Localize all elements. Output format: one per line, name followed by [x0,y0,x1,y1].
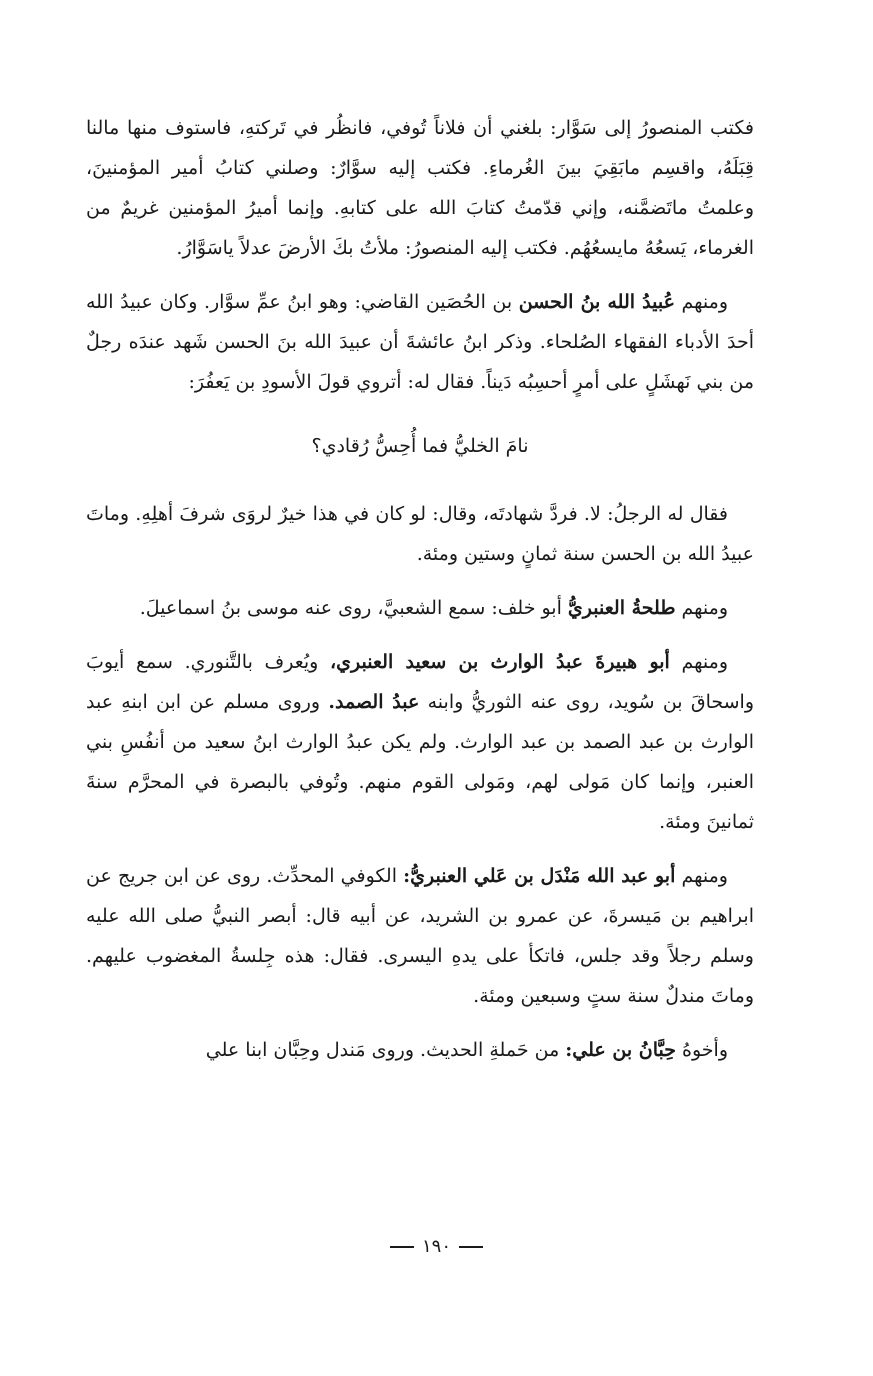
paragraph-lead: ومنهم [669,651,728,673]
paragraph-witness [86,494,754,574]
person-name-abdulwarith: أبو هبيرةَ عبدُ الوارث بن سعيد العنبري، [330,651,670,673]
page-number-value: ١٩٠ [421,1236,451,1257]
paragraph-text: الكوفي المحدِّث. روى عن ابن جريج عن ابراهيم بن مَيسرةَ، عن عمرو بن الشريد، عن أبيه قال: أبصر النبيُّ صلى الله عليه وسلم رجلاً وقد جلس، فاتكأ على يدهِ اليسرى. فقال: هذه جِلسةُ المغضوب عليهم. وماتَ مندلٌ سنة ستٍ وسبعين ومئة. [86,865,754,1007]
paragraph-text: بن الحُصَين القاضي: وهو ابنُ عمِّ سوَّار. وكان عبيدُ الله أحدَ الأدباء الفقهاء الصُلحاء. وذكر ابنُ عائشةَ أن عبيدَ الله بنَ الحسن شَهد عندَه رجلٌ من بني نَهشَلٍ على أمرٍ أحسِبُه دَيناً. فقال له: أتروي قولَ الأسودِ بن يَعفُرَ: [86,291,754,393]
paragraph-lead: ومنهم [675,597,728,619]
paragraph-text: فقال له الرجلُ: لا. فردَّ شهادتَه، وقال: لو كان في هذا خيرٌ لروَى شرفَ أهلِهِ. وماتَ عبيدُ الله بن الحسن سنة ثمانٍ وستين ومئة. [86,503,754,565]
paragraph-text: أبو خلف: سمع الشعبيَّ، روى عنه موسى بنُ اسماعيلَ. [139,597,568,619]
page-body [86,108,754,1084]
paragraph-text: فكتب المنصورُ إلى سَوَّار: بلغني أن فلاناً تُوفي، فانظُر في تَركتهِ، فاستوف منها مالنا قِبَلَهُ، واقسِم مابَقِيَ بينَ الغُرماءِ. فكتب إليه سوَّارٌ: وصلني كتابُ أمير المؤمنينَ، وعلمتُ ماتَضمَّنه، وإني قدّمتُ كتابَ الله على كتابهِ. وإنما أميرُ المؤمنين غريمٌ من الغرماء، يَسعُهُ مايسعُهُم. فكتب إليه المنصورُ: ملأتُ بكَ الأرضَ عدلاً ياسَوَّارُ. [86,117,754,259]
dash-right [390,1246,414,1248]
paragraph-hibban [86,1030,754,1070]
person-name-abdussamad: عبدُ الصمد. [328,691,420,713]
person-name-talha: طلحةُ العنبريُّ [567,597,676,619]
paragraph-text: من حَملةِ الحديث. وروى مَندل وحِبَّان ابنا علي [205,1039,566,1061]
paragraph-talha [86,588,754,628]
paragraph-mansur-letter [86,108,754,268]
person-name-ubaydallah: عُبيدُ الله بنُ الحسن [518,291,675,313]
paragraph-text: وروى مسلم عن ابن ابنهِ عبد الوارث بن عبد الصمد بن عبد الوارث. ولم يكن عبدُ الوارث ابنُ سعيد من أنفُسِ بني العنبر، وإنما كان مَولى لهم، ومَولى القوم منهم. وتُوفي بالبصرة في المحرَّم سنةَ ثمانينَ ومئة. [86,691,754,833]
dash-left [459,1246,483,1248]
paragraph-text: ويُعرف بالتَّنوري. سمع أيوبَ واسحاقَ بن سُويد، روى عنه الثوريُّ وابنه [86,651,754,713]
person-name-mandal: أبو عبد الله مَنْدَل بن عَلي العنبريُّ: [403,865,676,887]
poetry-verse: نامَ الخليُّ فما أُحِسُّ رُقادي؟ [311,435,529,457]
paragraph-ubaydallah [86,282,754,402]
page-number [0,1236,873,1257]
person-name-hibban: حِبَّانُ بن علي: [565,1039,676,1061]
paragraph-lead: ومنهم [674,291,729,313]
paragraph-mandal [86,856,754,1016]
paragraph-abdulwarith [86,642,754,842]
paragraph-lead: ومنهم [675,865,728,887]
paragraph-lead: وأخوهُ [675,1039,728,1061]
